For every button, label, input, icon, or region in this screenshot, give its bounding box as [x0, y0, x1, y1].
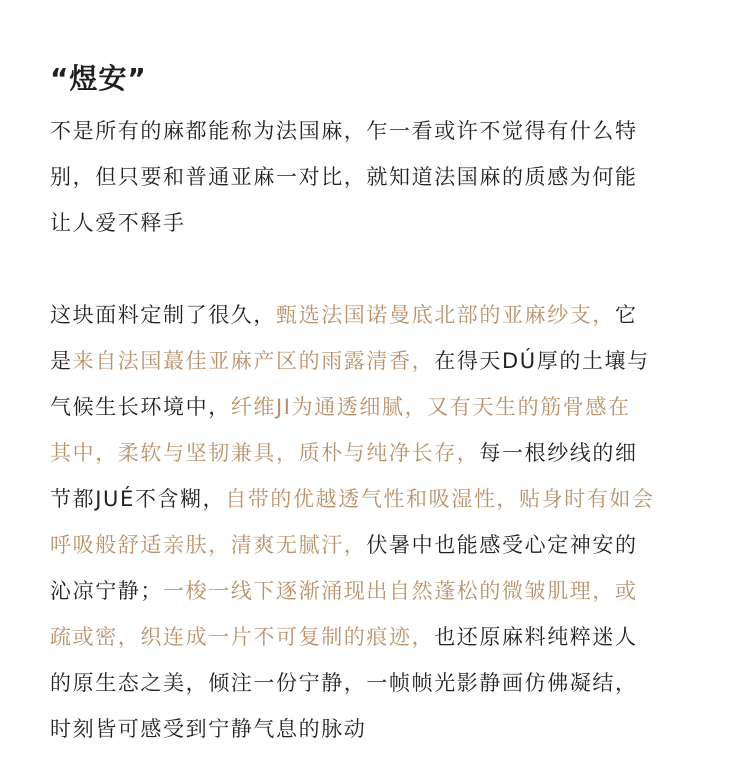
text-line: 让人爱不释手 — [50, 211, 186, 235]
text-segment: 它 — [615, 303, 638, 327]
text-segment: 节都JUÉ不含糊， — [50, 487, 226, 511]
text-line — [50, 614, 730, 660]
text-line — [50, 476, 730, 522]
text-line — [50, 660, 730, 706]
text-segment: 这块面料定制了很久， — [50, 303, 276, 327]
article-title: “煜安” — [50, 62, 147, 95]
highlight-segment: 其中，柔软与坚韧兼具，质朴与纯净长存， — [50, 441, 480, 465]
text-line — [50, 568, 730, 614]
text-segment: 是 — [50, 349, 73, 373]
text-line — [50, 338, 730, 384]
highlight-segment: 呼吸般舒适亲肤，清爽无腻汗， — [50, 533, 367, 557]
text-segment: 伏暑中也能感受心定神安的 — [366, 533, 638, 557]
text-line — [50, 384, 730, 430]
highlight-segment: 来自法国蕞佳亚麻产区的雨露清香， — [72, 349, 435, 373]
text-line: 别，但只要和普通亚麻一对比，就知道法国麻的质感为何能 — [50, 165, 638, 189]
text-segment: 在得天DÚ厚的土壤与 — [434, 349, 650, 373]
text-segment: 每一根纱线的细 — [479, 441, 638, 465]
text-segment: 也还原麻料纯粹迷人 — [434, 625, 638, 649]
paragraph-intro — [50, 108, 730, 246]
highlight-segment: 自带的优越透气性和吸湿性，贴身时有如会 — [225, 487, 655, 511]
highlight-segment: 一梭一线下逐渐涌现出自然蓬松的微皱肌理，或 — [163, 579, 638, 603]
paragraph-fabric — [50, 292, 730, 752]
text-line — [50, 430, 730, 476]
text-segment: 时刻皆可感受到宁静气息的脉动 — [50, 717, 367, 741]
text-line — [50, 292, 730, 338]
text-segment: 沁凉宁静； — [50, 579, 163, 603]
highlight-segment: 甄选法国诺曼底北部的亚麻纱支， — [276, 303, 615, 327]
text-line: 不是所有的麻都能称为法国麻，乍一看或许不觉得有什么特 — [50, 119, 638, 143]
text-line — [50, 522, 730, 568]
text-segment: 的原生态之美，倾注一份宁静，一帧帧光影静画仿佛凝结， — [50, 671, 638, 695]
text-segment: 气候生长环境中， — [50, 395, 231, 419]
text-line — [50, 706, 730, 752]
highlight-segment: 疏或密，织连成一片不可复制的痕迹， — [50, 625, 435, 649]
article — [50, 54, 730, 752]
highlight-segment: 纤维JI为通透细腻，又有天生的筋骨感在 — [230, 395, 631, 419]
paragraph-spacer — [50, 246, 730, 292]
